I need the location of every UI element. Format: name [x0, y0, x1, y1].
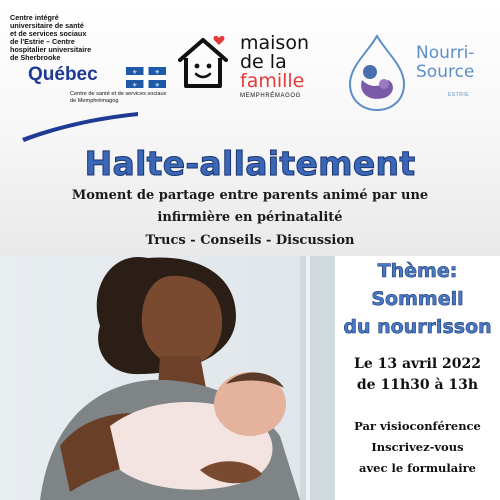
ciusss-name-line: Centre intégré — [10, 13, 59, 22]
intro-line: infirmière en périnatalité — [157, 210, 343, 225]
ciusss-name-line: de Sherbrooke — [10, 53, 61, 62]
breastfeeding-drop-icon — [344, 32, 410, 112]
intro-line: Trucs - Conseils - Discussion — [145, 233, 355, 248]
nourri-name-line: Nourri- — [416, 43, 475, 63]
theme-line: du nourrisson — [343, 316, 492, 338]
event-time: de 11h30 à 13h — [356, 377, 479, 393]
mother-baby-photo — [0, 256, 335, 500]
page-title: Halte-allaitement — [84, 144, 416, 183]
maison-line: de la — [240, 51, 287, 73]
svg-text:⚜: ⚜ — [154, 82, 160, 88]
ciusss-name-line: hospitalier universitaire — [10, 45, 92, 54]
event-date: Le 13 avril 2022 — [353, 356, 482, 372]
mother-baby-image — [0, 256, 335, 500]
theme-line: Sommeil — [371, 288, 464, 310]
quebec-wordmark — [10, 65, 180, 87]
quebec-flag-icon — [126, 67, 166, 88]
svg-text:⚜: ⚜ — [154, 69, 160, 76]
svg-text:⚜: ⚜ — [132, 69, 138, 76]
ciusss-name-line: et de services sociaux — [10, 29, 87, 38]
ciusss-sub-line: de Memphrémagog — [70, 98, 119, 104]
event-info-panel — [335, 256, 500, 500]
swoosh-icon — [20, 104, 140, 144]
quebec-word: Québec — [28, 64, 98, 85]
maison-line: maison — [240, 32, 309, 54]
registration-line: Par visioconférence — [354, 419, 481, 433]
nourri-wordmark — [416, 44, 474, 82]
theme-label: Thème: — [377, 260, 458, 282]
maison-famille-logo — [176, 34, 326, 104]
nourri-source-logo — [344, 32, 494, 112]
maison-wordmark — [240, 34, 309, 99]
svg-text:⚜: ⚜ — [132, 82, 138, 88]
ciusss-subtitle — [70, 91, 180, 105]
ciusss-name-line: universitaire de santé — [10, 21, 84, 30]
ciusss-sub-line: Centre de santé et de services sociaux — [70, 91, 167, 97]
intro-line: Moment de partage entre parents animé par une — [71, 188, 429, 203]
house-icon — [176, 34, 230, 92]
ciusss-logo — [10, 14, 180, 105]
nourri-name-line: Source — [416, 62, 475, 82]
maison-line-famille: famille — [240, 70, 305, 92]
registration-line: Inscrivez-vous — [371, 440, 464, 454]
maison-subtitle: MEMPHRÉMAGOG — [240, 93, 301, 99]
ciusss-name-line: de l'Estrie – Centre — [10, 37, 75, 46]
registration-line: avec le formulaire — [359, 461, 476, 475]
nourri-subtitle: ESTRIE — [448, 92, 470, 98]
ciusss-name — [10, 14, 180, 62]
